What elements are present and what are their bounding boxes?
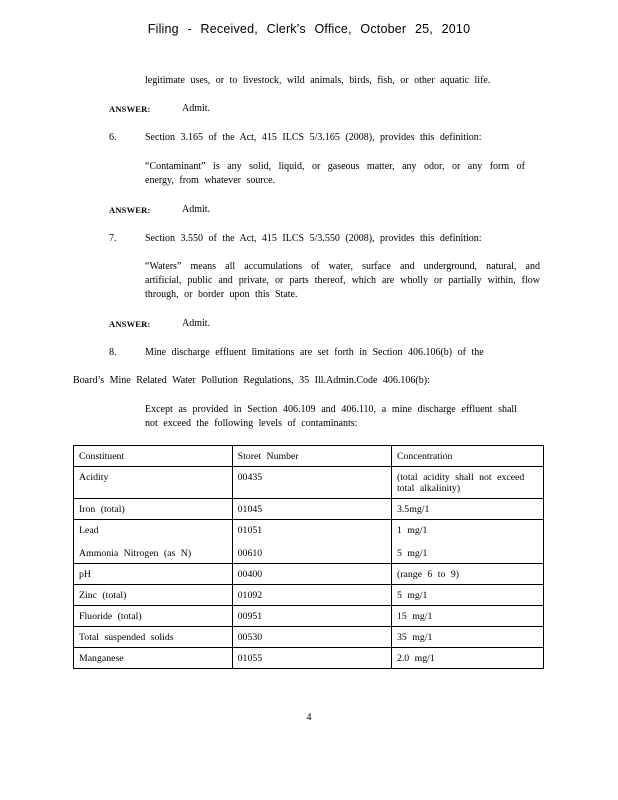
storet-cell: 01045 [232,499,391,520]
concentration-cell: 2.0 mg/1 [391,648,543,669]
constituent-cell: Zinc (total) [74,585,233,606]
constituent-cell: pH [74,564,233,585]
answer-label: ANSWER: [109,319,151,329]
table-row [74,499,544,520]
constituent-cell: Total suspended solids [74,627,233,648]
effluent-limits-table [73,445,544,669]
storet-cell: 01055 [232,648,391,669]
answer-label: ANSWER: [109,104,151,114]
table-row [74,585,544,606]
storet-text: 00610 [237,548,263,559]
concentration-cell [391,520,543,564]
constituent-cell: Fluoride (total) [74,606,233,627]
definition-quote: “Waters” means all accumulations of water, surface and underground, natural, and artificial, public and private, or parts thereof, which are wholly or partially within, flow through, or border upon this State. [145,261,540,300]
constituent-cell [74,520,233,564]
page-number: 4 [306,712,312,723]
constituent-cell: Acidity [74,467,233,499]
constituent-cell: Iron (total) [74,499,233,520]
storet-cell [232,520,391,564]
answer-text: Admit. [182,103,211,114]
filing-header: Filing - Received, Clerk's Office, October 25, 2010 [147,22,471,36]
concentration-cell: 15 mg/1 [391,606,543,627]
item-text-line1: Mine discharge effluent limitations are set forth in Section 406.106(b) of the [145,347,484,358]
table-row [74,467,544,499]
constituent-cell: Manganese [74,648,233,669]
answer-label: ANSWER: [109,205,151,215]
concentration-cell: 3.5mg/1 [391,499,543,520]
item-text: Section 3.165 of the Act, 415 ILCS 5/3.165 (2008), provides this definition: [145,132,482,143]
table-row [74,648,544,669]
column-header: Constituent [74,446,233,467]
storet-cell: 00951 [232,606,391,627]
concentration-cell: (range 6 to 9) [391,564,543,585]
item-number: 6. [109,132,117,143]
table-header-row [74,446,544,467]
column-header: Concentration [391,446,543,467]
answer-text: Admit. [182,204,211,215]
column-header: Storet Number [232,446,391,467]
constituent-text: Lead [79,525,99,536]
table-row [74,564,544,585]
storet-cell: 00400 [232,564,391,585]
paragraph-continuation: legitimate uses, or to livestock, wild animals, birds, fish, or other aquatic life. [145,75,491,86]
storet-cell: 01092 [232,585,391,606]
item-text: Section 3.550 of the Act, 415 ILCS 5/3.550 (2008), provides this definition: [145,233,482,244]
concentration-cell: (total acidity shall not exceed total alkalinity) [391,467,543,499]
concentration-cell: 35 mg/1 [391,627,543,648]
table-row [74,606,544,627]
table-row [74,520,544,564]
concentration-cell: 5 mg/1 [391,585,543,606]
constituent-text: Ammonia Nitrogen (as N) [79,548,192,559]
item-text-line2: Board’s Mine Related Water Pollution Regulations, 35 Ill.Admin.Code 406.106(b): [73,375,430,386]
definition-quote: “Contaminant” is any solid, liquid, or gaseous matter, any odor, or any form of energy, from whatever source. [145,161,525,186]
regulation-quote: Except as provided in Section 406.109 and 406.110, a mine discharge effluent shall not exceed the following levels of contaminants: [145,404,517,429]
storet-text: 01051 [237,525,263,536]
concentration-text: 1 mg/1 [396,525,428,536]
item-number: 8. [109,347,117,358]
concentration-text: 5 mg/1 [396,548,428,559]
table-row [74,627,544,648]
storet-cell: 00435 [232,467,391,499]
item-number: 7. [109,233,117,244]
answer-text: Admit. [182,318,211,329]
storet-cell: 00530 [232,627,391,648]
